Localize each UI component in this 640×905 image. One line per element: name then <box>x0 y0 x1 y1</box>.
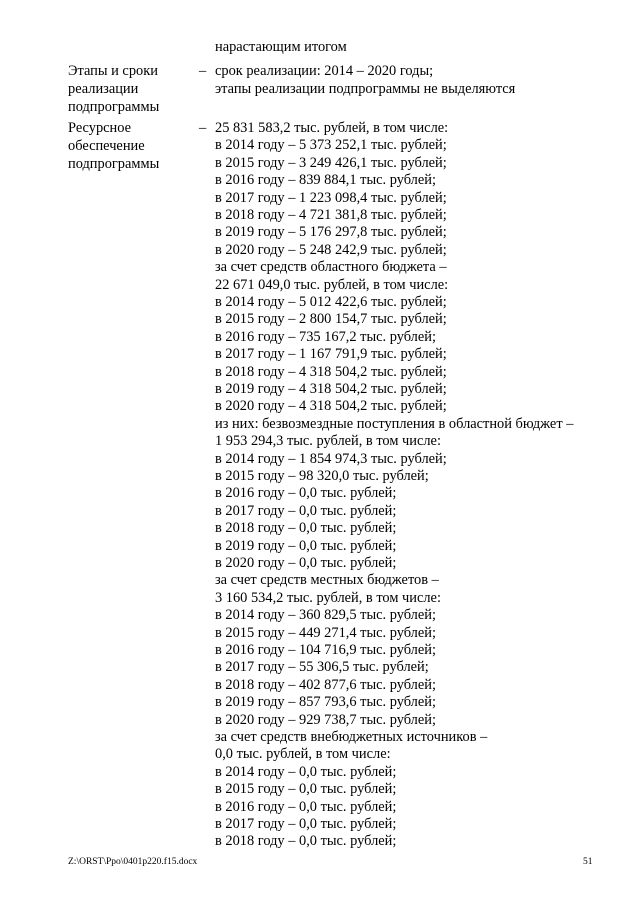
resources-text-line: в 2020 году – 929 738,7 тыс. рублей; <box>215 711 436 728</box>
resources-text-line: в 2020 году – 4 318 504,2 тыс. рублей; <box>215 398 447 415</box>
resources-text-line: в 2019 году – 857 793,6 тыс. рублей; <box>215 694 436 711</box>
resources-text-line: 0,0 тыс. рублей, в том числе: <box>215 746 391 763</box>
resources-text-line: в 2015 году – 449 271,4 тыс. рублей; <box>215 624 436 641</box>
resources-text-line: в 2014 году – 0,0 тыс. рублей; <box>215 763 397 780</box>
footer-file-path: Z:\ORST\Ppo\0401p220.f15.docx <box>68 857 198 867</box>
stages-label-line: подпрограммы <box>68 99 160 115</box>
resources-label-line: Ресурсное <box>68 120 131 136</box>
resources-text-line: в 2020 году – 5 248 242,9 тыс. рублей; <box>215 241 447 258</box>
resources-text-line: в 2016 году – 104 716,9 тыс. рублей; <box>215 642 436 658</box>
resources-dash: – <box>199 120 207 136</box>
resources-text-line: в 2014 году – 5 012 422,6 тыс. рублей; <box>215 294 447 310</box>
resources-text-line: в 2020 году – 0,0 тыс. рублей; <box>215 555 397 571</box>
resources-text-line: в 2016 году – 0,0 тыс. рублей; <box>215 798 397 815</box>
resources-text-line: в 2017 году – 0,0 тыс. рублей; <box>215 502 397 519</box>
resources-text-line: в 2015 году – 2 800 154,7 тыс. рублей; <box>215 311 447 328</box>
resources-text-line: в 2018 году – 4 721 381,8 тыс. рублей; <box>215 207 447 223</box>
top-line: нарастающим итогом <box>215 39 347 55</box>
resources-text-line: в 2016 году – 0,0 тыс. рублей; <box>215 485 397 502</box>
resources-label-line: подпрограммы <box>68 156 160 172</box>
resources-text-line: в 2017 году – 55 306,5 тыс. рублей; <box>215 659 429 676</box>
resources-text-line: в 2019 году – 0,0 тыс. рублей; <box>215 537 397 554</box>
resources-text-line: в 2014 году – 5 373 252,1 тыс. рублей; <box>215 137 447 154</box>
resources-text-line: за счет средств внебюджетных источников – <box>215 729 488 745</box>
resources-text-line: в 2015 году – 0,0 тыс. рублей; <box>215 781 397 798</box>
resources-text-line: 3 160 534,2 тыс. рублей, в том числе: <box>215 589 441 606</box>
stages-label-line: Этапы и сроки <box>68 63 158 79</box>
resources-text-line: в 2016 году – 735 167,2 тыс. рублей; <box>215 328 436 345</box>
footer-page-number: 51 <box>583 857 593 867</box>
resources-text-line: в 2017 году – 0,0 тыс. рублей; <box>215 816 397 832</box>
resources-label-line: обеспечение <box>68 138 145 154</box>
resources-text-line: в 2016 году – 839 884,1 тыс. рублей; <box>215 172 436 189</box>
resources-text-line: за счет средств местных бюджетов – <box>215 572 439 589</box>
resources-text-line: в 2017 году – 1 167 791,9 тыс. рублей; <box>215 346 447 363</box>
resources-text-line: 1 953 294,3 тыс. рублей, в том числе: <box>215 433 441 450</box>
resources-text-line: в 2018 году – 0,0 тыс. рублей; <box>215 520 397 537</box>
resources-text-line: в 2019 году – 5 176 297,8 тыс. рублей; <box>215 224 447 241</box>
resources-text-line: в 2017 году – 1 223 098,4 тыс. рублей; <box>215 189 447 206</box>
resources-text-line: в 2014 году – 1 854 974,3 тыс. рублей; <box>215 450 447 467</box>
resources-text-line: 22 671 049,0 тыс. рублей, в том числе: <box>215 276 449 293</box>
resources-text-line: за счет средств областного бюджета – <box>215 259 447 276</box>
resources-text-line: в 2018 году – 4 318 504,2 тыс. рублей; <box>215 363 447 380</box>
resources-text-line: из них: безвозмездные поступления в областной бюджет – <box>215 415 574 432</box>
stages-dash: – <box>199 63 207 79</box>
stages-text-line: этапы реализации подпрограммы не выделяются <box>215 81 516 97</box>
resources-text-line: в 2014 году – 360 829,5 тыс. рублей; <box>215 607 436 624</box>
stages-text-line: срок реализации: 2014 – 2020 годы; <box>215 63 434 79</box>
resources-text-line: 25 831 583,2 тыс. рублей, в том числе: <box>215 120 449 136</box>
resources-text-line: в 2019 году – 4 318 504,2 тыс. рублей; <box>215 381 447 397</box>
resources-text-line: в 2018 году – 0,0 тыс. рублей; <box>215 833 397 850</box>
stages-label-line: реализации <box>68 81 139 97</box>
resources-text-line: в 2015 году – 3 249 426,1 тыс. рублей; <box>215 154 447 171</box>
resources-text-line: в 2015 году – 98 320,0 тыс. рублей; <box>215 468 429 484</box>
resources-text-line: в 2018 году – 402 877,6 тыс. рублей; <box>215 676 436 693</box>
